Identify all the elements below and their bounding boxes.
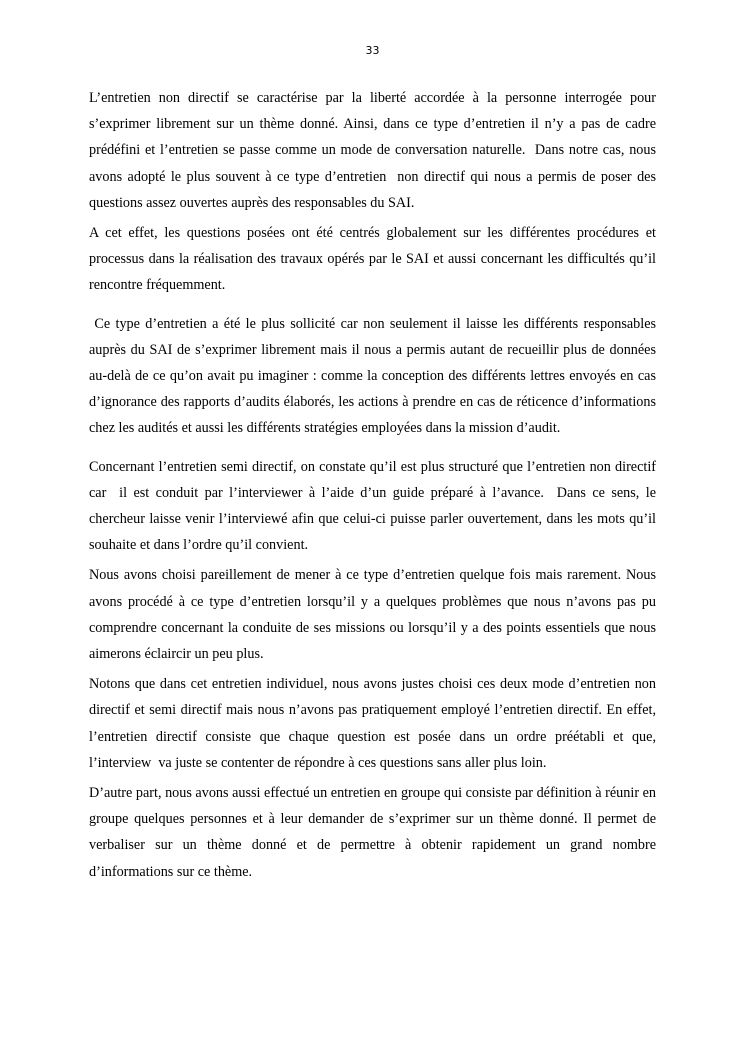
- paragraph-individual-interview: Notons que dans cet entretien individuel, nous avons justes choisi ces deux mode d’entretien non directif et semi directif mais nous n’avons pas pratiquement employé l’entretien directif. En effet, l’entretien directif consiste que chaque question est posée dans un ordre préétabli et que, l’interview va juste se contenter de répondre à ces questions sans aller plus loin.: [89, 676, 660, 771]
- page-number: 33: [365, 44, 380, 57]
- paragraph-rare-usage: Nous avons choisi pareillement de mener à ce type d’entretien quelque fois mais rarement. Nous avons procédé à ce type d’entretien lorsqu’il y a quelques problèmes que nous n’avons pas pu comprendre concernant la conduite de ses missions ou lorsqu’il y a des points essentiels que nous aimerons éclaircir un peu plus.: [89, 567, 660, 663]
- body-text: [89, 85, 660, 885]
- paragraph-non-directive-interview: L’entretien non directif se caractérise par la liberté accordée à la personne interrogée pour s’exprimer librement sur un thème donné. Ainsi, dans ce type d’entretien il n’y a pas de cadre prédéfini et l’entretien se passe comme un mode de conversation naturelle. Dans notre cas, nous avons adopté le plus souvent à ce type d’entretien non directif qui nous a permis de poser des questions assez ouvertes auprès des responsables du SAI.: [89, 90, 660, 211]
- paragraph-semi-directive-interview: Concernant l’entretien semi directif, on constate qu’il est plus structuré que l’entretien non directif car il est conduit par l’interviewer à l’aide d’un guide préparé à l’avance. Dans ce sens, le chercheur laisse venir l’interviewé afin que celui-ci puisse parler ouvertement, dans les mots qu’il souhaite et dans l’ordre qu’il convient.: [89, 458, 660, 554]
- paragraph-most-solicited: Ce type d’entretien a été le plus sollicité car non seulement il laisse les différents responsables auprès du SAI de s’exprimer librement mais il nous a permis autant de recueillir plus de données au-delà de ce qu’on avait pu imaginer : comme la conception des différents lettres envoyés en cas d’ignorance des rapports d’audits élaborés, les actions à prendre en cas de réticence d’informations chez les audités et aussi les différents stratégies employées dans la mission d’audit.: [89, 315, 660, 437]
- paragraph-questions-focus: A cet effet, les questions posées ont été centrés globalement sur les différentes procédures et processus dans la réalisation des travaux opérés par le SAI et aussi concernant les difficultés qu’il rencontre fréquemment.: [89, 225, 660, 294]
- paragraph-group-interview: D’autre part, nous avons aussi effectué un entretien en groupe qui consiste par définition à réunir en groupe quelques personnes et à leur demander de s’exprimer sur un thème donné. Il permet de verbaliser sur un thème donné et de permettre à obtenir rapidement un grand nombre d’informations sur ce thème.: [89, 785, 660, 880]
